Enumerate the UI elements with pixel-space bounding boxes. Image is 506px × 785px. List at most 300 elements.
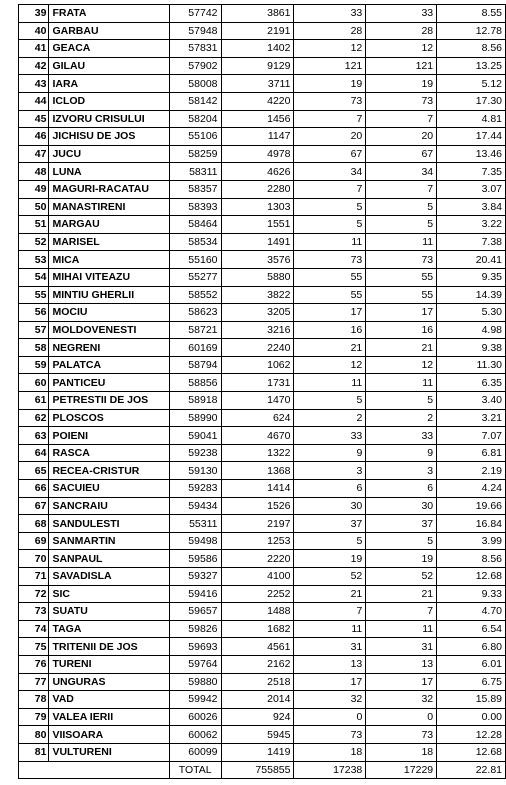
value-cell: 3576 [221, 251, 294, 269]
count-cell: 12 [294, 40, 366, 58]
value-cell: 1470 [221, 392, 294, 410]
count-cell: 3 [294, 462, 366, 480]
row-number: 78 [19, 691, 49, 709]
table-row [19, 268, 506, 286]
table-row [19, 163, 506, 181]
table-row [19, 497, 506, 515]
code-cell: 60026 [169, 708, 221, 726]
percent-cell: 17.44 [437, 128, 506, 146]
count-cell: 5 [294, 532, 366, 550]
code-cell: 59130 [169, 462, 221, 480]
count-cell-2: 121 [366, 57, 437, 75]
locality-name: MAGURI-RACATAU [49, 180, 169, 198]
value-cell: 1062 [221, 356, 294, 374]
percent-cell: 11.30 [437, 356, 506, 374]
locality-name: GEACA [49, 40, 169, 58]
value-cell: 1419 [221, 743, 294, 761]
locality-name: IARA [49, 75, 169, 93]
value-cell: 4978 [221, 145, 294, 163]
count-cell-2: 11 [366, 620, 437, 638]
percent-cell: 13.46 [437, 145, 506, 163]
count-cell-2: 31 [366, 638, 437, 656]
count-cell-2: 7 [366, 180, 437, 198]
row-number: 65 [19, 462, 49, 480]
code-cell: 59586 [169, 550, 221, 568]
code-cell: 58990 [169, 409, 221, 427]
count-cell-2: 5 [366, 532, 437, 550]
table-row [19, 638, 506, 656]
count-cell: 34 [294, 163, 366, 181]
locality-name: VULTURENI [49, 743, 169, 761]
count-cell: 21 [294, 339, 366, 357]
code-cell: 60099 [169, 743, 221, 761]
percent-cell: 9.33 [437, 585, 506, 603]
count-cell: 9 [294, 444, 366, 462]
percent-cell: 19.66 [437, 497, 506, 515]
row-number: 76 [19, 655, 49, 673]
value-cell: 4626 [221, 163, 294, 181]
locality-name: TAGA [49, 620, 169, 638]
count-cell-2: 55 [366, 268, 437, 286]
total-value-cell: 17238 [294, 761, 366, 779]
percent-cell: 3.40 [437, 392, 506, 410]
count-cell-2: 18 [366, 743, 437, 761]
locality-name: FRATA [49, 5, 169, 23]
value-cell: 2252 [221, 585, 294, 603]
table-row [19, 673, 506, 691]
table-row [19, 5, 506, 23]
table-row [19, 374, 506, 392]
count-cell: 121 [294, 57, 366, 75]
code-cell: 59693 [169, 638, 221, 656]
percent-cell: 3.07 [437, 180, 506, 198]
count-cell: 73 [294, 92, 366, 110]
table-row [19, 708, 506, 726]
value-cell: 1526 [221, 497, 294, 515]
locality-name: VAD [49, 691, 169, 709]
percent-cell: 20.41 [437, 251, 506, 269]
row-number: 62 [19, 409, 49, 427]
locality-name: LUNA [49, 163, 169, 181]
code-cell: 59826 [169, 620, 221, 638]
locality-name: GILAU [49, 57, 169, 75]
row-number: 49 [19, 180, 49, 198]
locality-name: RECEA-CRISTUR [49, 462, 169, 480]
count-cell-2: 7 [366, 603, 437, 621]
count-cell-2: 5 [366, 392, 437, 410]
row-number: 59 [19, 356, 49, 374]
value-cell: 2197 [221, 515, 294, 533]
percent-cell: 13.25 [437, 57, 506, 75]
count-cell-2: 6 [366, 480, 437, 498]
table-row [19, 40, 506, 58]
count-cell-2: 33 [366, 5, 437, 23]
value-cell: 4670 [221, 427, 294, 445]
row-number: 64 [19, 444, 49, 462]
locality-name: SIC [49, 585, 169, 603]
code-cell: 60169 [169, 339, 221, 357]
count-cell-2: 30 [366, 497, 437, 515]
table-row [19, 427, 506, 445]
count-cell-2: 52 [366, 568, 437, 586]
count-cell: 19 [294, 550, 366, 568]
value-cell: 1491 [221, 233, 294, 251]
percent-cell: 7.35 [437, 163, 506, 181]
locality-name: MIHAI VITEAZU [49, 268, 169, 286]
table-row [19, 515, 506, 533]
count-cell: 73 [294, 726, 366, 744]
value-cell: 2014 [221, 691, 294, 709]
code-cell: 58204 [169, 110, 221, 128]
row-number: 67 [19, 497, 49, 515]
value-cell: 5880 [221, 268, 294, 286]
code-cell: 59657 [169, 603, 221, 621]
percent-cell: 12.68 [437, 743, 506, 761]
locality-name: SANDULESTI [49, 515, 169, 533]
locality-name: PETRESTII DE JOS [49, 392, 169, 410]
percent-cell: 6.35 [437, 374, 506, 392]
count-cell: 55 [294, 268, 366, 286]
count-cell: 11 [294, 374, 366, 392]
locality-name: SUATU [49, 603, 169, 621]
value-cell: 1368 [221, 462, 294, 480]
value-cell: 4100 [221, 568, 294, 586]
count-cell-2: 67 [366, 145, 437, 163]
row-number: 50 [19, 198, 49, 216]
total-value-cell: 755855 [221, 761, 294, 779]
count-cell: 7 [294, 110, 366, 128]
locality-name: MARGAU [49, 216, 169, 234]
locality-name: IZVORU CRISULUI [49, 110, 169, 128]
locality-name: GARBAU [49, 22, 169, 40]
percent-cell: 9.38 [437, 339, 506, 357]
count-cell: 19 [294, 75, 366, 93]
row-number: 58 [19, 339, 49, 357]
row-number: 73 [19, 603, 49, 621]
locality-name: MICA [49, 251, 169, 269]
count-cell-2: 12 [366, 40, 437, 58]
value-cell: 3711 [221, 75, 294, 93]
count-cell: 30 [294, 497, 366, 515]
table-row [19, 22, 506, 40]
row-number: 66 [19, 480, 49, 498]
locality-name: SAVADISLA [49, 568, 169, 586]
code-cell: 59880 [169, 673, 221, 691]
percent-cell: 6.54 [437, 620, 506, 638]
percent-cell: 0.00 [437, 708, 506, 726]
count-cell: 28 [294, 22, 366, 40]
locality-name: PALATCA [49, 356, 169, 374]
percent-cell: 7.07 [437, 427, 506, 445]
row-number: 43 [19, 75, 49, 93]
count-cell-2: 20 [366, 128, 437, 146]
total-blank-cell [49, 761, 169, 779]
code-cell: 58357 [169, 180, 221, 198]
value-cell: 1303 [221, 198, 294, 216]
code-cell: 59327 [169, 568, 221, 586]
locality-name: VIISOARA [49, 726, 169, 744]
row-number: 57 [19, 321, 49, 339]
table-row [19, 550, 506, 568]
count-cell-2: 3 [366, 462, 437, 480]
code-cell: 59416 [169, 585, 221, 603]
code-cell: 55277 [169, 268, 221, 286]
count-cell: 73 [294, 251, 366, 269]
row-number: 41 [19, 40, 49, 58]
locality-name: TURENI [49, 655, 169, 673]
count-cell-2: 73 [366, 92, 437, 110]
table-row [19, 128, 506, 146]
percent-cell: 6.75 [437, 673, 506, 691]
value-cell: 1147 [221, 128, 294, 146]
locality-name: MOCIU [49, 304, 169, 322]
code-cell: 58794 [169, 356, 221, 374]
count-cell: 20 [294, 128, 366, 146]
percent-cell: 3.22 [437, 216, 506, 234]
code-cell: 57742 [169, 5, 221, 23]
value-cell: 2162 [221, 655, 294, 673]
count-cell: 0 [294, 708, 366, 726]
count-cell: 17 [294, 304, 366, 322]
percent-cell: 6.80 [437, 638, 506, 656]
percent-cell: 12.28 [437, 726, 506, 744]
value-cell: 3216 [221, 321, 294, 339]
value-cell: 4220 [221, 92, 294, 110]
locality-name: SANMARTIN [49, 532, 169, 550]
count-cell-2: 21 [366, 585, 437, 603]
percent-cell: 15.89 [437, 691, 506, 709]
locality-name: PANTICEU [49, 374, 169, 392]
count-cell-2: 0 [366, 708, 437, 726]
percent-cell: 8.55 [437, 5, 506, 23]
count-cell-2: 37 [366, 515, 437, 533]
row-number: 40 [19, 22, 49, 40]
count-cell: 6 [294, 480, 366, 498]
row-number: 51 [19, 216, 49, 234]
count-cell: 55 [294, 286, 366, 304]
row-number: 56 [19, 304, 49, 322]
value-cell: 2191 [221, 22, 294, 40]
table-row [19, 180, 506, 198]
locality-name: POIENI [49, 427, 169, 445]
code-cell: 59498 [169, 532, 221, 550]
count-cell: 5 [294, 216, 366, 234]
percent-cell: 2.19 [437, 462, 506, 480]
table-row [19, 110, 506, 128]
count-cell-2: 5 [366, 216, 437, 234]
value-cell: 3205 [221, 304, 294, 322]
table-row [19, 145, 506, 163]
percent-cell: 16.84 [437, 515, 506, 533]
row-number: 63 [19, 427, 49, 445]
table-row [19, 233, 506, 251]
table-row [19, 286, 506, 304]
count-cell-2: 19 [366, 75, 437, 93]
percent-cell: 4.81 [437, 110, 506, 128]
count-cell: 12 [294, 356, 366, 374]
locality-name: SACUIEU [49, 480, 169, 498]
code-cell: 58623 [169, 304, 221, 322]
locality-name: NEGRENI [49, 339, 169, 357]
row-number: 46 [19, 128, 49, 146]
count-cell: 33 [294, 5, 366, 23]
row-number: 39 [19, 5, 49, 23]
count-cell-2: 7 [366, 110, 437, 128]
code-cell: 58393 [169, 198, 221, 216]
count-cell: 16 [294, 321, 366, 339]
count-cell-2: 73 [366, 251, 437, 269]
count-cell: 37 [294, 515, 366, 533]
percent-cell: 17.30 [437, 92, 506, 110]
percent-cell: 3.99 [437, 532, 506, 550]
value-cell: 1414 [221, 480, 294, 498]
table-row [19, 251, 506, 269]
table-row [19, 339, 506, 357]
locality-name: MARISEL [49, 233, 169, 251]
count-cell-2: 34 [366, 163, 437, 181]
value-cell: 924 [221, 708, 294, 726]
locality-name: MOLDOVENESTI [49, 321, 169, 339]
code-cell: 58142 [169, 92, 221, 110]
row-number: 75 [19, 638, 49, 656]
percent-cell: 6.01 [437, 655, 506, 673]
code-cell: 58259 [169, 145, 221, 163]
percent-cell: 7.38 [437, 233, 506, 251]
locality-name: PLOSCOS [49, 409, 169, 427]
code-cell: 60062 [169, 726, 221, 744]
code-cell: 59238 [169, 444, 221, 462]
locality-name: ICLOD [49, 92, 169, 110]
table-row [19, 92, 506, 110]
total-value-cell: 17229 [366, 761, 437, 779]
count-cell-2: 73 [366, 726, 437, 744]
count-cell-2: 11 [366, 233, 437, 251]
total-label: TOTAL [169, 761, 221, 779]
count-cell: 21 [294, 585, 366, 603]
value-cell: 2220 [221, 550, 294, 568]
count-cell: 2 [294, 409, 366, 427]
locality-name: MANASTIRENI [49, 198, 169, 216]
value-cell: 1322 [221, 444, 294, 462]
row-number: 44 [19, 92, 49, 110]
count-cell-2: 32 [366, 691, 437, 709]
count-cell-2: 12 [366, 356, 437, 374]
percent-cell: 12.68 [437, 568, 506, 586]
count-cell: 11 [294, 233, 366, 251]
code-cell: 55311 [169, 515, 221, 533]
value-cell: 4561 [221, 638, 294, 656]
table-row [19, 480, 506, 498]
locality-name: JUCU [49, 145, 169, 163]
value-cell: 1682 [221, 620, 294, 638]
value-cell: 9129 [221, 57, 294, 75]
value-cell: 5945 [221, 726, 294, 744]
locality-name: TRITENII DE JOS [49, 638, 169, 656]
code-cell: 58552 [169, 286, 221, 304]
percent-cell: 9.35 [437, 268, 506, 286]
value-cell: 3861 [221, 5, 294, 23]
percent-cell: 4.98 [437, 321, 506, 339]
locality-name: MINTIU GHERLII [49, 286, 169, 304]
row-number: 80 [19, 726, 49, 744]
count-cell: 67 [294, 145, 366, 163]
row-number: 61 [19, 392, 49, 410]
row-number: 81 [19, 743, 49, 761]
row-number: 68 [19, 515, 49, 533]
code-cell: 55160 [169, 251, 221, 269]
table-row [19, 57, 506, 75]
row-number: 52 [19, 233, 49, 251]
code-cell: 59434 [169, 497, 221, 515]
count-cell-2: 9 [366, 444, 437, 462]
value-cell: 3822 [221, 286, 294, 304]
percent-cell: 4.24 [437, 480, 506, 498]
table-row [19, 444, 506, 462]
row-number: 47 [19, 145, 49, 163]
value-cell: 2240 [221, 339, 294, 357]
table-row [19, 409, 506, 427]
code-cell: 58464 [169, 216, 221, 234]
value-cell: 1402 [221, 40, 294, 58]
row-number: 71 [19, 568, 49, 586]
row-number: 69 [19, 532, 49, 550]
table-row [19, 392, 506, 410]
percent-cell: 5.12 [437, 75, 506, 93]
value-cell: 1551 [221, 216, 294, 234]
percent-cell: 6.81 [437, 444, 506, 462]
table-row [19, 603, 506, 621]
count-cell: 11 [294, 620, 366, 638]
count-cell: 13 [294, 655, 366, 673]
value-cell: 624 [221, 409, 294, 427]
table-row [19, 216, 506, 234]
percent-cell: 14.39 [437, 286, 506, 304]
locality-name: SANPAUL [49, 550, 169, 568]
count-cell-2: 17 [366, 304, 437, 322]
row-number: 55 [19, 286, 49, 304]
table-row [19, 304, 506, 322]
code-cell: 58534 [169, 233, 221, 251]
table-body [19, 5, 506, 779]
count-cell-2: 13 [366, 655, 437, 673]
count-cell-2: 28 [366, 22, 437, 40]
table-row [19, 532, 506, 550]
value-cell: 1253 [221, 532, 294, 550]
count-cell: 17 [294, 673, 366, 691]
locality-name: RASCA [49, 444, 169, 462]
row-number: 48 [19, 163, 49, 181]
row-number: 77 [19, 673, 49, 691]
table-row [19, 691, 506, 709]
value-cell: 1456 [221, 110, 294, 128]
percent-cell: 12.78 [437, 22, 506, 40]
table-row [19, 356, 506, 374]
count-cell-2: 33 [366, 427, 437, 445]
count-cell-2: 5 [366, 198, 437, 216]
code-cell: 58918 [169, 392, 221, 410]
code-cell: 58008 [169, 75, 221, 93]
code-cell: 57948 [169, 22, 221, 40]
value-cell: 1488 [221, 603, 294, 621]
percent-cell: 5.30 [437, 304, 506, 322]
code-cell: 55106 [169, 128, 221, 146]
count-cell: 7 [294, 603, 366, 621]
code-cell: 57902 [169, 57, 221, 75]
row-number: 53 [19, 251, 49, 269]
table-row [19, 726, 506, 744]
count-cell: 18 [294, 743, 366, 761]
count-cell-2: 16 [366, 321, 437, 339]
